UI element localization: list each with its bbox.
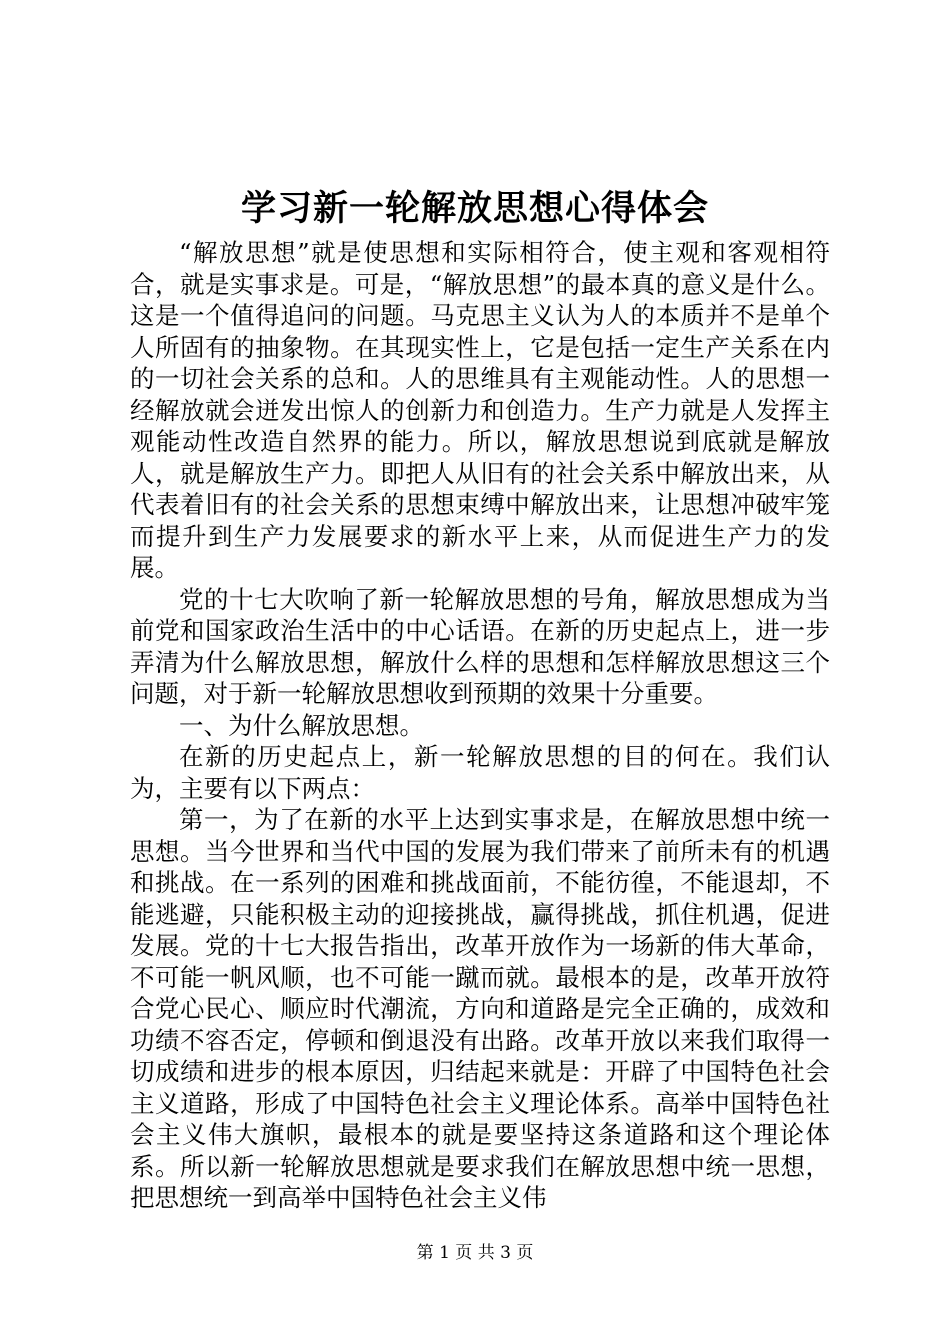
section-heading: 一、为什么解放思想。 [179, 710, 424, 740]
page-number-footer: 第 1 页 共 3 页 [416, 1243, 534, 1263]
document-body [130, 237, 830, 1214]
paragraph: 党的十七大吹响了新一轮解放思想的号角，解放思想成为当前党和国家政治生活中的中心话语。在新的历史起点上，进一步弄清为什么解放思想，解放什么样的思想和怎样解放思想这三个问题，对于新一轮解放思想收到预期的效果十分重要。 [130, 584, 830, 708]
paragraph: 第一，为了在新的水平上达到实事求是，在解放思想中统一思想。当今世界和当代中国的发展为我们带来了前所未有的机遇和挑战。在一系列的困难和挑战面前，不能彷徨，不能退却，不能逃避，只能积极主动的迎接挑战，赢得挑战，抓住机遇，促进发展。党的十七大报告指出，改革开放作为一场新的伟大革命，不可能一帆风顺，也不可能一蹴而就。最根本的是，改革开放符合党心民心、顺应时代潮流，方向和道路是完全正确的，成效和功绩不容否定，停顿和倒退没有出路。改革开放以来我们取得一切成绩和进步的根本原因，归结起来就是：开辟了中国特色社会主义道路，形成了中国特色社会主义理论体系。高举中国特色社会主义伟大旗帜，最根本的就是要坚持这条道路和这个理论体系。所以新一轮解放思想就是要求我们在解放思想中统一思想，把思想统一到高举中国特色社会主义伟 [130, 805, 830, 1212]
paragraph: 在新的历史起点上，新一轮解放思想的目的何在。我们认为，主要有以下两点： [130, 742, 830, 803]
paragraph: “解放思想”就是使思想和实际相符合，使主观和客观相符合，就是实事求是。可是，“解放思想”的最本真的意义是什么。这是一个值得追问的问题。马克思主义认为人的本质并不是单个人所固有的抽象物。在其现实性上，它是包括一定生产关系在内的一切社会关系的总和。人的思维具有主观能动性。人的思想一经解放就会迸发出惊人的创新力和创造力。生产力就是人发挥主观能动性改造自然界的能力。所以，解放思想说到底就是解放人，就是解放生产力。即把人从旧有的社会关系中解放出来，从代表着旧有的社会关系的思想束缚中解放出来，让思想冲破牢笼而提升到生产力发展要求的新水平上来，从而促进生产力的发展。 [130, 238, 830, 582]
document-title: 学习新一轮解放思想心得体会 [240, 188, 709, 229]
